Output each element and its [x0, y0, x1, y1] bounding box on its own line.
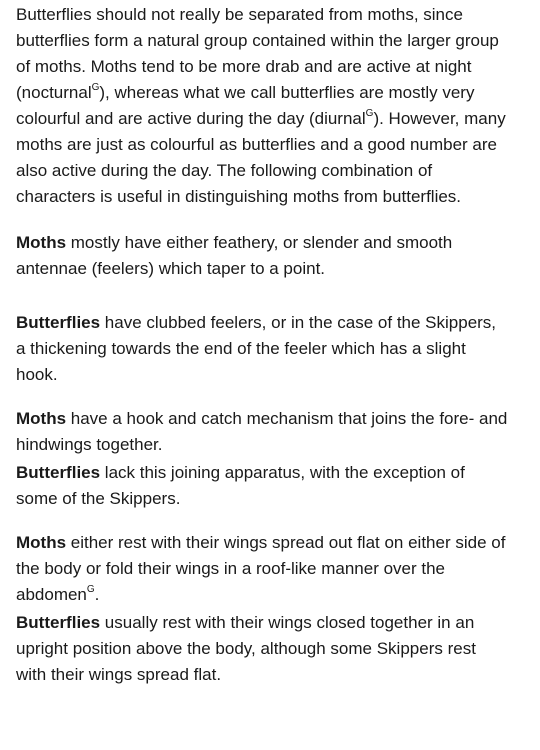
moths-resting-paragraph — [16, 530, 510, 608]
butterflies-resting-paragraph — [16, 610, 510, 688]
moths-antennae-paragraph — [16, 230, 510, 282]
moths-term: Moths — [16, 409, 67, 428]
intro-text-1: Butterflies should not really be separated from moths, since butterflies form a natural group contained within the larger group of moths. Moths tend to be more drab and are active at night (nocturnal — [16, 5, 499, 102]
glossary-marker: G — [91, 82, 100, 94]
moths-term: Moths — [16, 533, 67, 552]
moths-antennae-text: mostly have either feathery, or slender and smooth antennae (feelers) which taper to a point. — [16, 233, 453, 278]
butterflies-antennae-text: have clubbed feelers, or in the case of the Skippers, a thickening towards the end of the feeler which has a slight hook. — [16, 313, 497, 384]
moths-resting-end: . — [94, 585, 100, 604]
glossary-marker: G — [86, 584, 95, 596]
moths-wings-text: have a hook and catch mechanism that joins the fore- and hindwings together. — [16, 409, 508, 454]
glossary-marker: G — [365, 108, 374, 120]
butterflies-antennae-paragraph — [16, 310, 510, 388]
butterflies-resting-text: usually rest with their wings closed together in an upright position above the body, although some Skippers rest with their wings spread flat. — [16, 613, 476, 684]
butterflies-term: Butterflies — [16, 613, 101, 632]
intro-text-2: ), whereas what we call butterflies are mostly very colourful and are active during the day (diurnal — [16, 83, 475, 128]
butterflies-term: Butterflies — [16, 313, 101, 332]
moths-wings-paragraph — [16, 406, 510, 458]
butterflies-wings-text: lack this joining apparatus, with the exception of some of the Skippers. — [16, 463, 465, 508]
intro-paragraph — [16, 2, 510, 210]
butterflies-wings-paragraph — [16, 460, 510, 512]
intro-text-3: ). However, many moths are just as colourful as butterflies and a good number are also active during the day. The following combination of characters is useful in distinguishing moths from butterflies. — [16, 109, 506, 206]
butterflies-term: Butterflies — [16, 463, 101, 482]
moths-term: Moths — [16, 233, 67, 252]
moths-resting-text: either rest with their wings spread out flat on either side of the body or fold their wings in a roof-like manner over the abdomen — [16, 533, 506, 604]
